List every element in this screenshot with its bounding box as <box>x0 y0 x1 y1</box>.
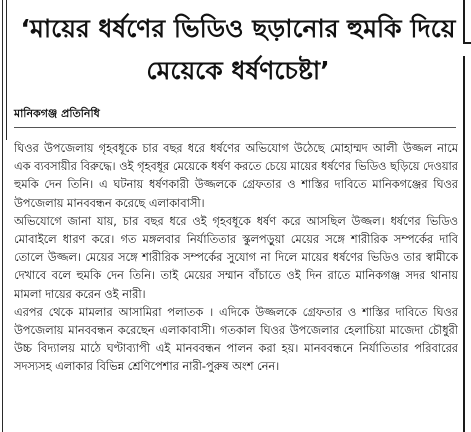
article-headline: ‘মায়ের ধর্ষণের ভিডিও ছড়ানোর হুমকি দিয়ে মেয়েকে ধর্ষণচেষ্টা’ <box>20 14 456 85</box>
article-byline: মানিকগঞ্জ প্রতিনিধি <box>14 107 100 120</box>
article-paragraph-1: ঘিওর উপজেলায় গৃহবধূকে চার বছর ধরে ধর্ষণের অভিযোগ উঠেছে মোহাম্মদ আলী উজ্জল নামে এক ব্যবসায়ীর বিরুদ্ধে। ওই গৃহবধূর মেয়েকে ধর্ষণ করতে চেয়ে মায়ের ধর্ষণের ভিডিও ছড়িয়ে দেওয়ার হুমকি দেন তিনি। এ ঘটনায় ধর্ষণকারী উজ্জলকে গ্রেফতার ও শাস্তির দাবিতে মানিকগঞ্জের ঘিওর উপজেলায় মানববন্ধন করেছে এলাকাবাসী। <box>14 142 458 210</box>
byline-divider <box>14 127 456 128</box>
column-rule-left <box>2 0 3 432</box>
adjacent-article-frame-top <box>463 0 471 44</box>
article-paragraph-3: এরপর থেকে মামলার আসামিরা পলাতক । এদিকে উজ্জলকে গ্রেফতার ও শাস্তির দাবিতে ঘিওর উপজেলায় মানববন্ধন করেছেন এলাকাবাসী। গতকাল ঘিওর উপজেলার হেলাচিয়া মাজেদা চৌধুরী উচ্চ বিদ্যালয় মাঠে ঘণ্টাব্যাপী এই মানববন্ধন পালন করা হয়। মানববন্ধনে নির্যাতিতার পরিবারের সদস্যসহ এলাকার বিভিন্ন শ্রেণিপেশার নারী-পুরুষ অংশ নেন। <box>14 305 458 374</box>
article-paragraph-2: অভিযোগে জানা যায়, চার বছর ধরে ওই গৃহবধূকে ধর্ষণ করে আসছিল উজ্জল। ধর্ষণের ভিডিও মোবাইলে ধারণ করে। গত মঙ্গলবার নির্যাতিতার স্কুলপড়ুয়া মেয়ের সঙ্গে শারীরিক সম্পর্কের দাবি তোলে উজ্জল। মেয়ের সঙ্গে শারীরিক সম্পর্কের সুযোগ না দিলে মায়ের ধর্ষণের ভিডিও তার স্বামীকে দেখাবে বলে হুমকি দেন তিনি। তাই মেয়ের সম্মান বাঁচাতে ওই দিন রাতে মানিকগঞ্জ সদর থানায় মামলা দায়ের করেন ওই নারী। <box>14 214 458 301</box>
column-rule-left-inner <box>6 0 7 140</box>
adjacent-article-frame-bottom <box>463 56 471 432</box>
article-body <box>14 140 458 432</box>
